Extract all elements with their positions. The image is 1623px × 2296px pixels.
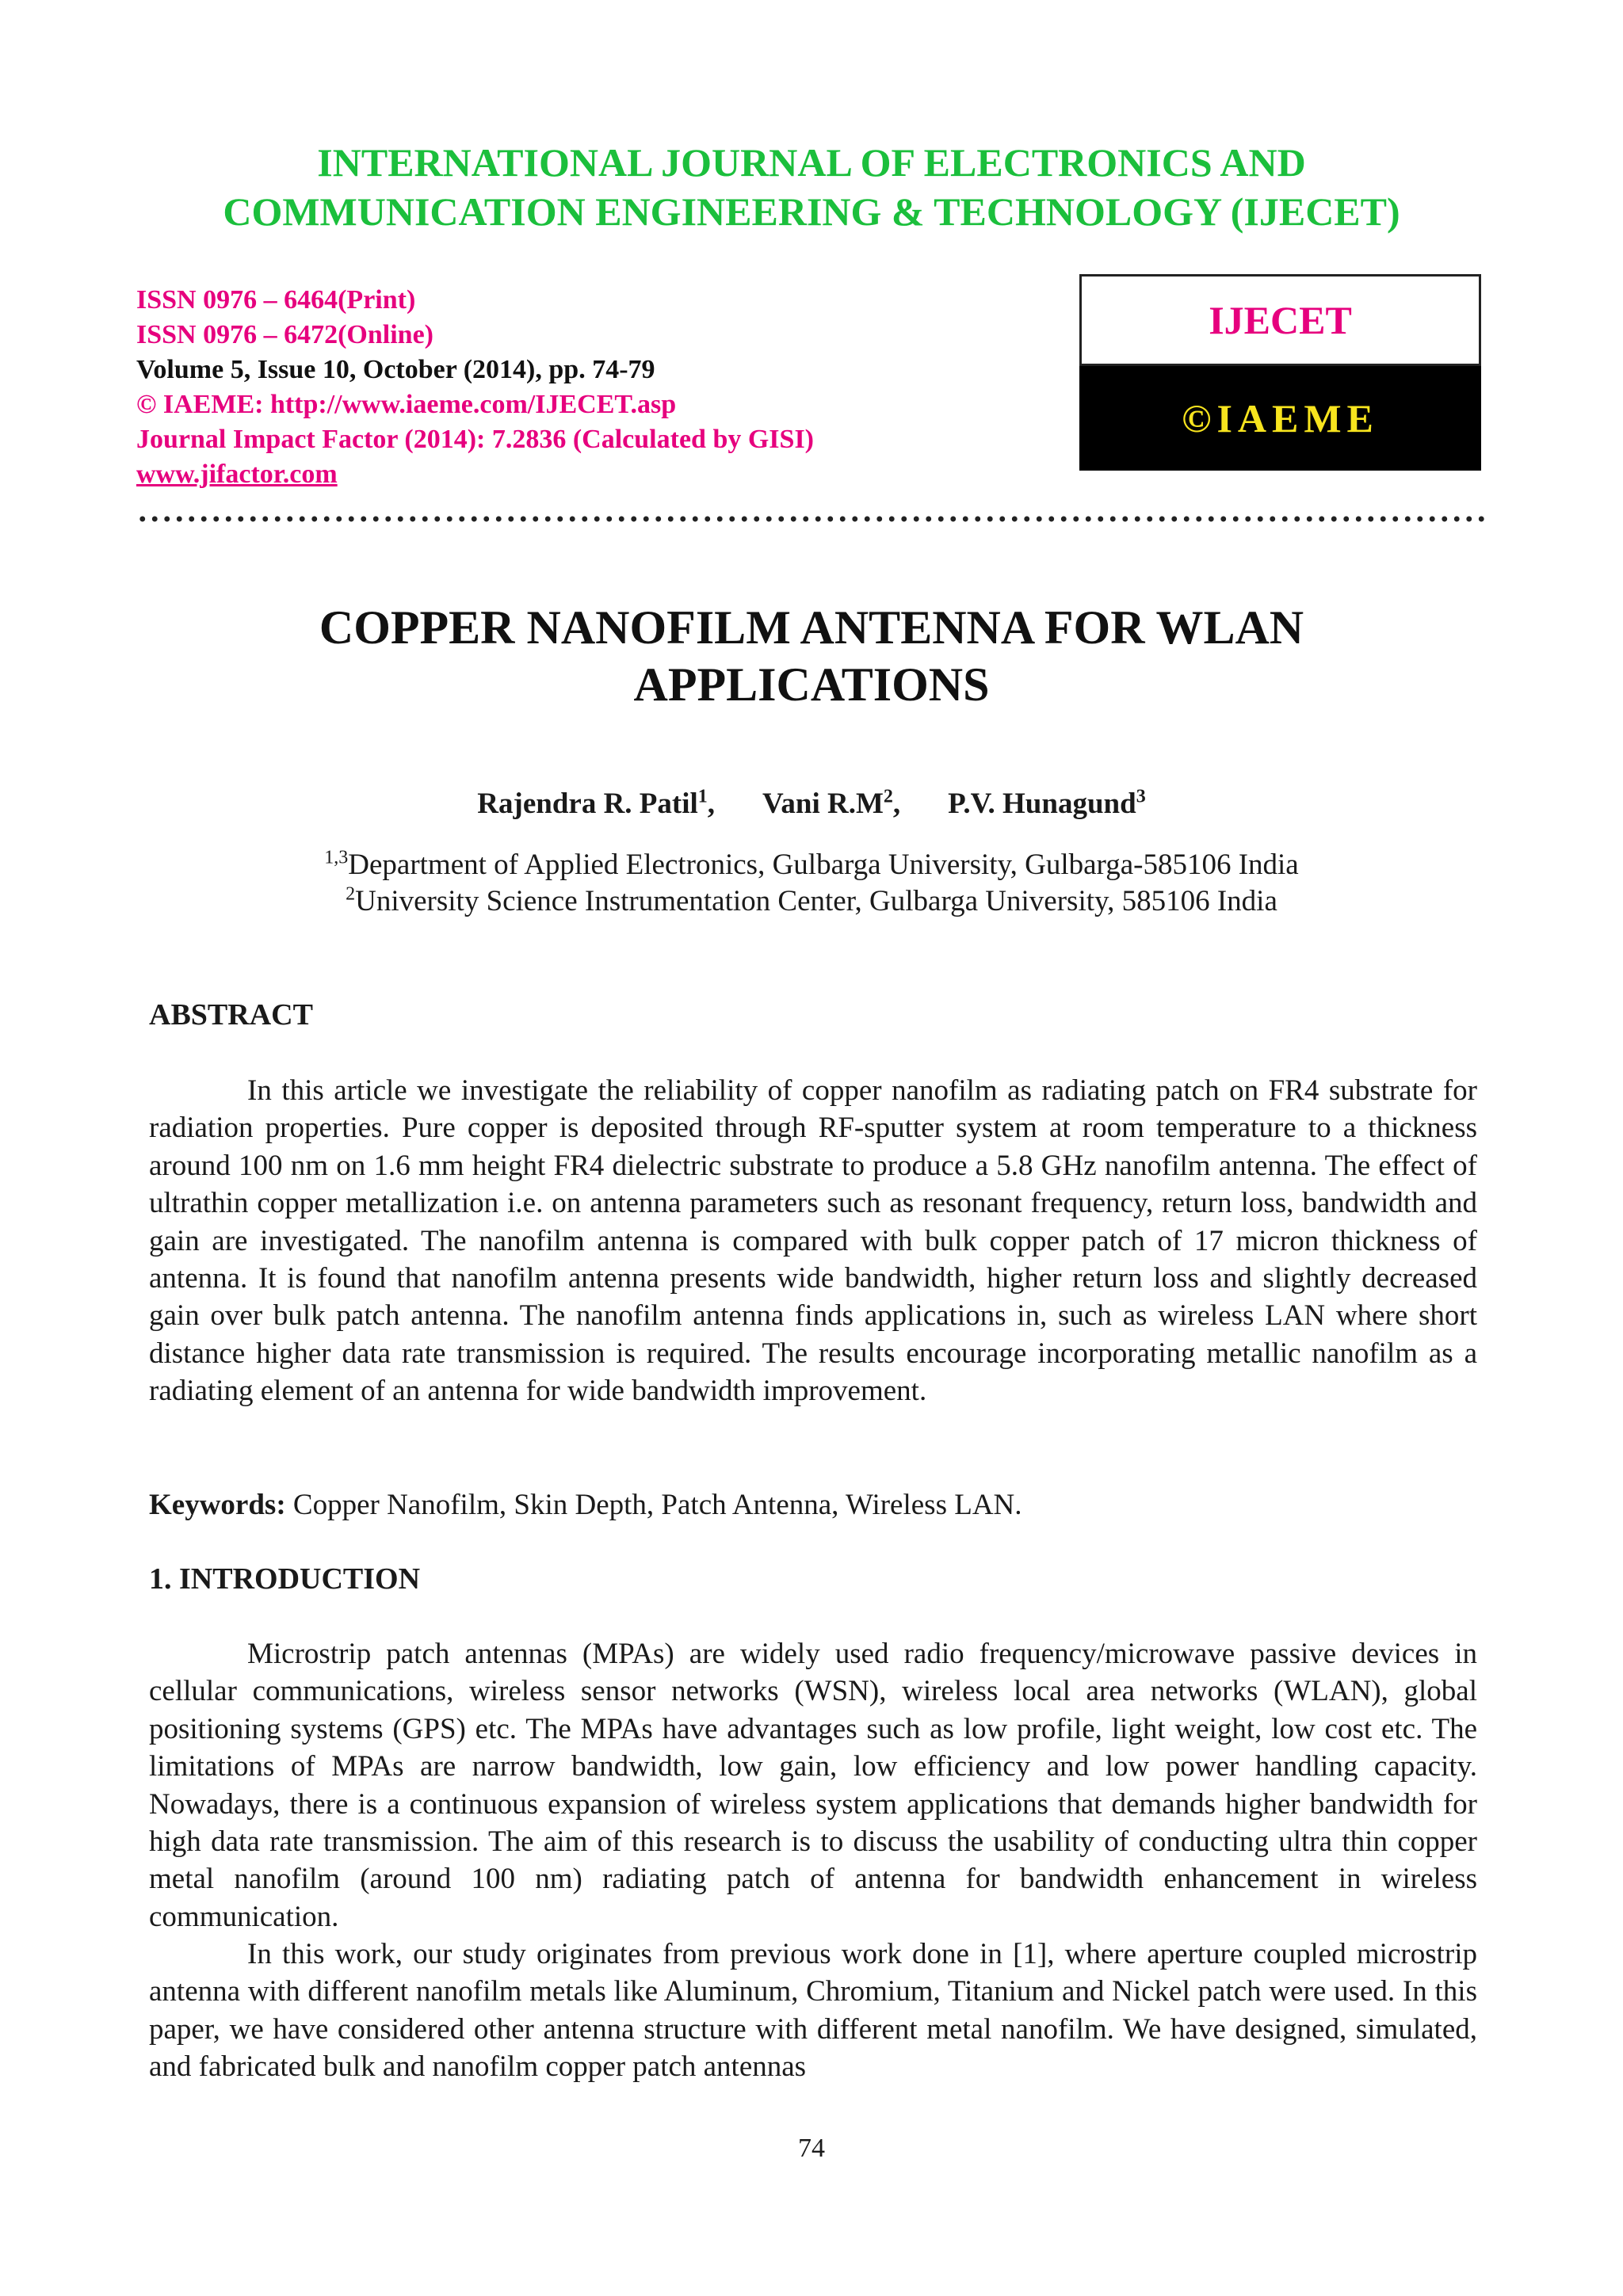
- author-sup: 1: [697, 786, 708, 807]
- affiliation-text: Department of Applied Electronics, Gulbarga University, Gulbarga-585106 India: [348, 849, 1299, 881]
- dotted-divider: [136, 515, 1490, 523]
- abstract-heading: ABSTRACT: [149, 998, 313, 1032]
- volume-info: Volume 5, Issue 10, October (2014), pp. 74-79: [136, 355, 655, 384]
- author-sup: 2: [883, 786, 893, 807]
- author-sep: ,: [892, 788, 901, 820]
- affiliation-text: University Science Instrumentation Center, Gulbarga University, 585106 India: [355, 885, 1277, 917]
- keywords: [149, 1486, 1477, 1524]
- author-list: [0, 786, 1623, 822]
- impact-factor: Journal Impact Factor (2014): 7.2836 (Calculated by GISI): [136, 425, 814, 454]
- affiliation-sup: 2: [346, 883, 356, 905]
- author-sup: 3: [1136, 786, 1146, 807]
- page-number: 74: [798, 2134, 825, 2163]
- paper-title-line1: COPPER NANOFILM ANTENNA FOR WLAN: [319, 601, 1304, 654]
- keywords-label: Keywords:: [149, 1489, 286, 1521]
- iaeme-link[interactable]: © IAEME: http://www.iaeme.com/IJECET.asp: [136, 390, 677, 419]
- intro-paragraph-1: Microstrip patch antennas (MPAs) are widely used radio frequency/microwave passive devices in cellular communications, wireless sensor networks (WSN), wireless local area networks (WLAN), global positioning systems (GPS) etc. The MPAs have advantages such as low profile, light weight, low cost etc. The limitations of MPAs are narrow bandwidth, low gain, low efficiency and low power handling capacity. Nowadays, there is a continuous expansion of wireless system applications that demands higher bandwidth for high data rate transmission. The aim of this research is to discuss the usability of conducting ultra thin copper metal nanofilm (around 100 nm) radiating patch of antenna for bandwidth enhancement in wireless communication.: [149, 1638, 1477, 1933]
- keywords-text: Copper Nanofilm, Skin Depth, Patch Antenna, Wireless LAN.: [292, 1489, 1022, 1521]
- paper-title-line2: APPLICATIONS: [633, 658, 990, 711]
- affiliation: [0, 846, 1623, 883]
- issn-online: ISSN 0976 – 6472(Online): [136, 320, 433, 349]
- author-name: Rajendra R. Patil: [477, 788, 698, 820]
- affiliation: [0, 883, 1623, 920]
- iaeme-logo: ©IAEME: [1079, 366, 1481, 471]
- author-name: P.V. Hunagund: [948, 788, 1136, 820]
- intro-heading: 1. INTRODUCTION: [149, 1562, 421, 1596]
- issn-print: ISSN 0976 – 6464(Print): [136, 285, 416, 315]
- journal-title-line1: INTERNATIONAL JOURNAL OF ELECTRONICS AND: [317, 140, 1306, 185]
- author-name: Vani R.M: [762, 788, 884, 820]
- jifactor-link[interactable]: www.jifactor.com: [136, 460, 338, 489]
- affiliation-sup: 1,3: [324, 847, 349, 868]
- intro-paragraph-2: In this work, our study originates from previous work done in [1], where aperture coupled microstrip antenna with different nanofilm metals like Aluminum, Chromium, Titanium and Nickel patch were used. In this paper, we have considered other antenna structure with different metal nanofilm. We have designed, simulated, and fabricated bulk and nanofilm copper patch antennas: [149, 1938, 1477, 2084]
- abstract-text: In this article we investigate the reliability of copper nanofilm as radiating patch on FR4 substrate for radiation properties. Pure copper is deposited through RF-sputter system at room temperature to a thickness around 100 nm on 1.6 mm height FR4 dielectric substrate to produce a 5.8 GHz nanofilm antenna. The effect of ultrathin copper metallization i.e. on antenna parameters such as resonant frequency, return loss, bandwidth and gain are investigated. The nanofilm antenna is compared with bulk copper patch of 17 micron thickness of antenna. It is found that nanofilm antenna presents wide bandwidth, higher return loss and slightly decreased gain over bulk patch antenna. The nanofilm antenna finds applications in, such as wireless LAN where short distance higher data rate transmission is required. The results encourage incorporating metallic nanofilm as a radiating element of an antenna for wide bandwidth improvement.: [149, 1074, 1477, 1408]
- journal-title-line2: COMMUNICATION ENGINEERING & TECHNOLOGY (IJECET): [223, 189, 1400, 234]
- author-sep: ,: [707, 788, 716, 820]
- ijecet-logo: IJECET: [1079, 274, 1481, 366]
